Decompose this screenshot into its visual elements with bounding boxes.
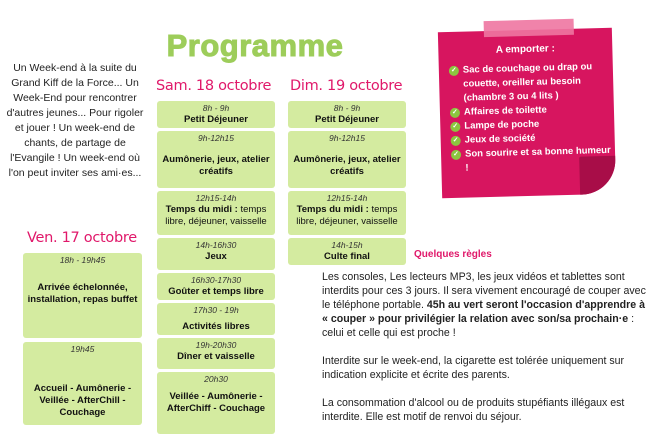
intro-text: Un Week-end à la suite du Grand Kiff de la Force... Un Week-End pour rencontrer d'autres jeunes... Pour rigoler et jouer ! Un week-end de chants, de partage de l'Evangile ! Un week-end où l'on peut inviter ses ami·es... bbox=[6, 62, 144, 179]
event-time: 20h30 bbox=[204, 374, 228, 384]
event-title: Petit Déjeuner bbox=[315, 114, 379, 125]
tape-decoration bbox=[484, 19, 574, 37]
event-title-block bbox=[159, 154, 273, 178]
event-title-block bbox=[168, 286, 264, 298]
event-card bbox=[157, 131, 275, 188]
event-card bbox=[23, 253, 142, 338]
event-title: Accueil - Aumônerie - Veillée - AfterChill - Couchage bbox=[33, 383, 132, 418]
event-time: 12h15-14h bbox=[326, 193, 368, 203]
event-time: 17h30 - 19h bbox=[193, 305, 239, 315]
event-title-block bbox=[182, 321, 250, 333]
event-title: Dîner et vaisselle bbox=[177, 351, 255, 362]
day-heading-sunday: Dim. 19 octobre bbox=[290, 78, 403, 94]
event-title: Goûter et temps libre bbox=[168, 286, 264, 297]
event-title: Arrivée échelonnée, installation, repas buffet bbox=[27, 282, 138, 305]
list-item bbox=[451, 144, 612, 176]
event-description: temps libre, déjeuner, vaisselle bbox=[296, 204, 398, 227]
event-card bbox=[288, 191, 406, 235]
event-title: Activités libres bbox=[182, 321, 250, 332]
event-time: 14h-16h30 bbox=[195, 240, 237, 250]
event-card bbox=[23, 342, 142, 425]
day-column bbox=[157, 101, 275, 434]
event-time: 18h - 19h45 bbox=[59, 255, 106, 265]
rules-heading: Quelques règles bbox=[414, 249, 492, 260]
rules-paragraph-cigarette: Interdite sur le week-end, la cigarette est tolérée uniquement sur indication explicite et écrite des parents. bbox=[322, 355, 625, 381]
event-title: Culte final bbox=[324, 251, 370, 262]
event-description: temps libre, déjeuner, vaisselle bbox=[165, 204, 267, 227]
rules-paragraph-devices bbox=[322, 270, 648, 340]
event-time: 19h-20h30 bbox=[195, 340, 237, 350]
event-title: Aumônerie, jeux, atelier créatifs bbox=[162, 154, 270, 177]
day-column bbox=[288, 101, 406, 265]
check-icon: ✓ bbox=[451, 150, 461, 160]
rules-text-bold: 45h au vert seront l'occasion d'apprendre à « couper » pour privilégier la relation avec son/sa prochain·e bbox=[322, 299, 646, 325]
event-title-block bbox=[25, 383, 140, 419]
event-time: 8h - 9h bbox=[333, 103, 361, 113]
check-icon: ✓ bbox=[450, 122, 460, 132]
event-title-block bbox=[177, 351, 255, 363]
event-card bbox=[157, 303, 275, 335]
event-title-block bbox=[290, 154, 404, 178]
item-text: Lampe de poche bbox=[464, 118, 540, 132]
event-title-block bbox=[159, 204, 273, 228]
event-title-block bbox=[315, 114, 379, 126]
item-text: Son sourire et sa bonne humeur ! bbox=[464, 144, 611, 174]
day-heading-friday: Ven. 17 octobre bbox=[27, 230, 137, 246]
event-card bbox=[157, 191, 275, 235]
event-title: Temps du midi : bbox=[165, 204, 238, 215]
event-title-block bbox=[159, 391, 273, 415]
event-title-block bbox=[184, 114, 248, 126]
event-card bbox=[157, 338, 275, 369]
event-time: 12h15-14h bbox=[195, 193, 237, 203]
event-card bbox=[157, 273, 275, 300]
event-title-block bbox=[25, 282, 140, 306]
list-item bbox=[449, 60, 610, 106]
rules-paragraph-alcohol: La consommation d'alcool ou de produits stupéfiants illégaux est interdite. Elle est motif de renvoi du séjour. bbox=[322, 397, 625, 423]
event-card bbox=[288, 101, 406, 128]
rules-text-start: Les consoles, Les lecteurs MP3, les jeux vidéos et tablettes sont interdits pour ces 3 jours. Il sera vivement encouragé de couper avec le téléphone portable. bbox=[322, 271, 646, 311]
event-title: Jeux bbox=[205, 251, 227, 262]
item-text: Jeux de société bbox=[464, 132, 536, 146]
check-icon: ✓ bbox=[449, 66, 459, 76]
event-title-block bbox=[290, 204, 404, 228]
event-card bbox=[157, 238, 275, 270]
to-bring-note bbox=[438, 28, 616, 198]
event-time: 9h-12h15 bbox=[198, 133, 234, 143]
event-time: 8h - 9h bbox=[202, 103, 230, 113]
rules-text-end: : celui et celle qui est proche ! bbox=[322, 313, 635, 339]
event-title-block bbox=[205, 251, 227, 263]
event-time: 19h45 bbox=[70, 344, 95, 354]
event-title: Aumônerie, jeux, atelier créatifs bbox=[293, 154, 401, 177]
check-icon: ✓ bbox=[451, 136, 461, 146]
event-time: 14h-15h bbox=[331, 240, 363, 250]
rules-text bbox=[322, 270, 648, 438]
check-icon: ✓ bbox=[450, 108, 460, 118]
event-time: 9h-12h15 bbox=[329, 133, 365, 143]
day-column bbox=[23, 253, 142, 425]
to-bring-heading: A emporter : bbox=[495, 43, 556, 56]
event-title-block bbox=[324, 251, 370, 263]
to-bring-list bbox=[449, 60, 612, 176]
event-card bbox=[288, 131, 406, 188]
page-title: Programme bbox=[166, 28, 344, 63]
event-time: 16h30-17h30 bbox=[190, 275, 242, 285]
event-card bbox=[157, 372, 275, 434]
item-text: Sac de couchage ou drap ou couette, oreiller au besoin (chambre 3 ou 4 lits ) bbox=[462, 61, 593, 104]
event-card bbox=[288, 238, 406, 265]
day-heading-saturday: Sam. 18 octobre bbox=[156, 78, 272, 94]
event-title: Temps du midi : bbox=[296, 204, 369, 215]
event-card bbox=[157, 101, 275, 128]
event-title: Veillée - Aumônerie - AfterChiff - Couchage bbox=[166, 391, 266, 414]
item-text: Affaires de toilette bbox=[463, 104, 547, 118]
event-title: Petit Déjeuner bbox=[184, 114, 248, 125]
